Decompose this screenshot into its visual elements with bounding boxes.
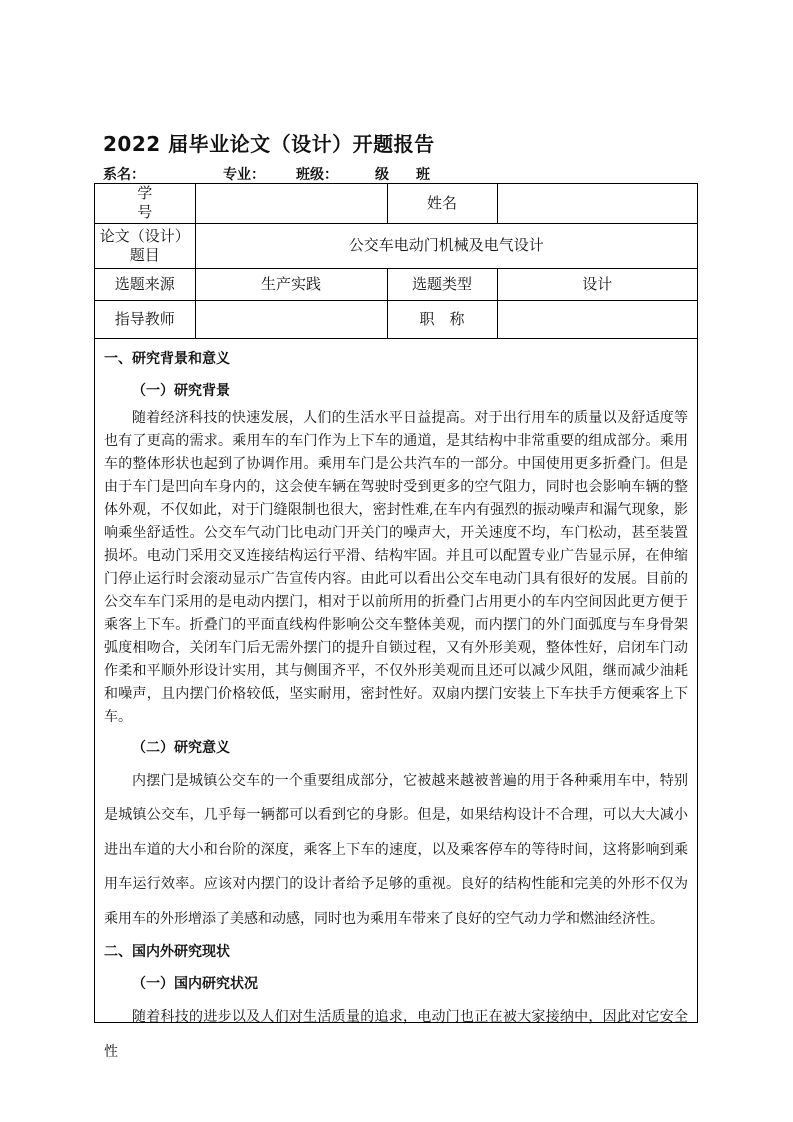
section-heading: 一、研究背景和意义	[104, 350, 230, 367]
student-id-label: 学 号	[95, 184, 195, 223]
title-value	[497, 300, 697, 338]
department-label: 系名：	[103, 167, 145, 183]
type-value: 设计	[497, 268, 697, 300]
info-table	[95, 184, 697, 339]
domestic-research-text: 随着科技的进步以及人们对生活质量的追求，电动门也正在被大家接纳中，因此对它安全性	[104, 1009, 688, 1060]
subsection-heading: （一）研究背景	[132, 382, 230, 399]
report-form	[94, 183, 698, 1060]
grade-label: 级	[375, 167, 389, 183]
report-body	[95, 339, 697, 1070]
topic-label: 论文（设计）题目	[95, 223, 195, 268]
title-label: 职 称	[387, 300, 497, 338]
research-background-text: 随着经济科技的快速发展，人们的生活水平日益提高。对于出行用车的质量以及舒适度等也有了更高的需求。乘用车的车门作为上下车的通道，是其结构中非常重要的组成部分。乘用车的整体形状也起到了协调作用。乘用车门是公共汽车的一部分。中国使用更多折叠门。但是由于车门是凹向车身内的，这会使车辆在驾驶时受到更多的空气阻力，同时也会影响车辆的整体外观，不仅如此，对于门缝限制也很大，密封性难,在车内有强烈的振动噪声和漏气现象，影响乘坐舒适性。公交车气动门比电动门开关门的噪声大，开关速度不均，车门松动，甚至装置损坏。电动门采用交叉连接结构运行平滑、结构牢固。并且可以配置专业广告显示屏，在伸缩门停止运行时会滚动显示广告宣传内容。由此可以看出公交车电动门具有很好的发展。目前的公交车车门采用的是电动内摆门，相对于以前所用的折叠门占用更小的车内空间因此更方便于乘客上下车。折叠门的平面直线构件影响公交车整体美观，而内摆门的外门面弧度与车身骨架弧度相吻合，关闭车门后无需外摆门的提升自锁过程，又有外形美观，整体性好，启闭车门动作柔和平顺外形设计实用，其与侧围齐平，不仅外形美观而且还可以减少风阻，继而减少油耗和噪声，且内摆门价格较低，坚实耐用，密封性好。双扇内摆门安装上下车扶手方便乘客上下车。	[104, 409, 688, 725]
source-value: 生产实践	[195, 268, 387, 300]
section-heading: 二、国内外研究现状	[104, 944, 230, 960]
page-title: 2022 届毕业论文（设计）开题报告	[103, 132, 435, 156]
major-label: 专业：	[223, 167, 265, 183]
ban-label: 班	[416, 167, 430, 183]
type-label: 选题类型	[387, 268, 497, 300]
topic-value: 公交车电动门机械及电气设计	[195, 223, 697, 268]
name-value	[497, 184, 697, 223]
class-label: 班级：	[296, 167, 338, 183]
name-label: 姓名	[387, 184, 497, 223]
source-label: 选题来源	[95, 268, 195, 300]
subsection-heading: （一）国内研究状况	[132, 976, 258, 992]
advisor-label: 指导教师	[95, 300, 195, 338]
research-significance-text: 内摆门是城镇公交车的一个重要组成部分，它被越来越被普遍的用于各种乘用车中，特别是城镇公交车，几乎每一辆都可以看到它的身影。但是，如果结构设计不合理，可以大大减小进出车道的大小和台阶的深度，乘客上下车的速度，以及乘客停车的等待时间，这将影响到乘用车运行效率。应该对内摆门的设计者给予足够的重视。良好的结构性能和完美的外形不仅为乘用车的外形增添了美感和动感，同时也为乘用车带来了良好的空气动力学和燃油经济性。	[104, 772, 688, 927]
student-id-value	[195, 184, 387, 223]
advisor-value	[195, 300, 387, 338]
subsection-heading: （二）研究意义	[132, 739, 230, 756]
